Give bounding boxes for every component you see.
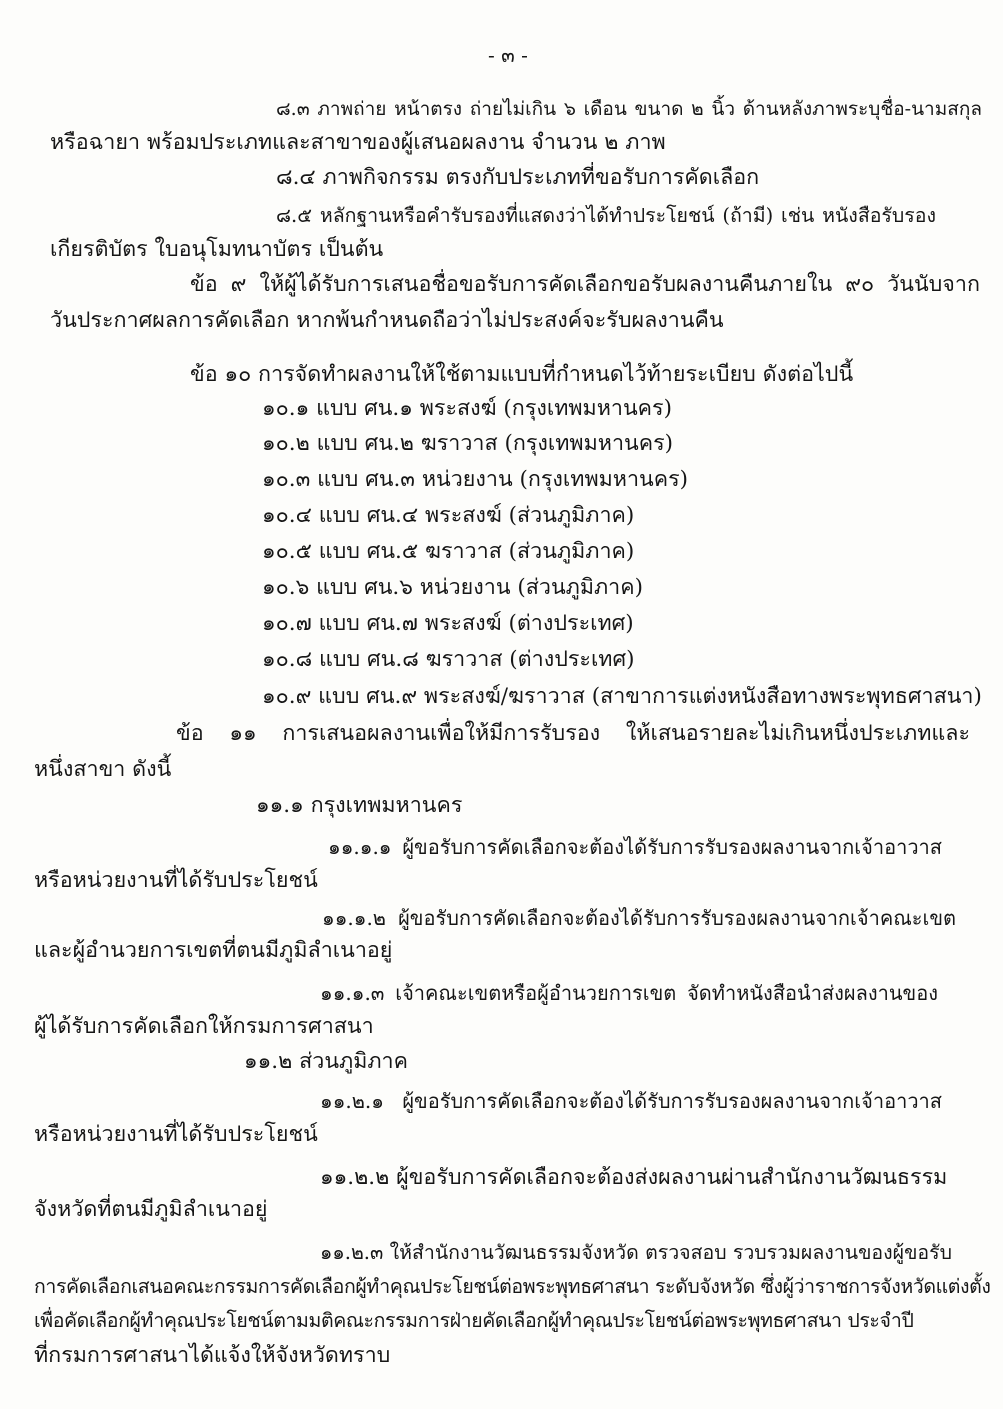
- clause-10-item: ๑๐.๘ แบบ ศน.๘ ฆราวาส (ต่างประเทศ): [262, 647, 635, 672]
- item-11-2-1-line-2: หรือหน่วยงานที่ได้รับประโยชน์: [34, 1122, 318, 1147]
- clause-10-item: ๑๐.๓ แบบ ศน.๓ หน่วยงาน (กรุงเทพมหานคร): [262, 467, 689, 492]
- clause-10-item: ๑๐.๖ แบบ ศน.๖ หน่วยงาน (ส่วนภูมิภาค): [262, 575, 644, 600]
- item-8-5-line-2: เกียรติบัตร ใบอนุโมทนาบัตร เป็นต้น: [50, 237, 384, 262]
- section-11-2-heading: ๑๑.๒ ส่วนภูมิภาค: [244, 1049, 409, 1074]
- clause-11-line-2: หนึ่งสาขา ดังนี้: [34, 757, 172, 782]
- item-8-5-line-1: ๘.๕ หลักฐานหรือคำรับรองที่แสดงว่าได้ทำประโยชน์ (ถ้ามี) เช่น หนังสือรับรอง: [276, 204, 936, 227]
- item-8-3-line-2: หรือฉายา พร้อมประเภทและสาขาของผู้เสนอผลงาน จำนวน ๒ ภาพ: [50, 130, 666, 155]
- clause-10-item: ๑๐.๒ แบบ ศน.๒ ฆราวาส (กรุงเทพมหานคร): [262, 431, 674, 456]
- item-11-2-2-line-2: จังหวัดที่ตนมีภูมิลำเนาอยู่: [34, 1197, 268, 1222]
- item-11-2-3-line-1: ๑๑.๒.๓ ให้สำนักงานวัฒนธรรมจังหวัด ตรวจสอบ รวบรวมผลงานของผู้ขอรับ: [320, 1241, 952, 1264]
- item-11-1-3-line-1: ๑๑.๑.๓ เจ้าคณะเขตหรือผู้อำนวยการเขต จัดทำหนังสือนำส่งผลงานของ: [320, 981, 938, 1005]
- item-11-1-2-line-2: และผู้อำนวยการเขตที่ตนมีภูมิลำเนาอยู่: [34, 938, 393, 963]
- item-11-1-1-line-1: ๑๑.๑.๑ ผู้ขอรับการคัดเลือกจะต้องได้รับการรับรองผลงานจากเจ้าอาวาส: [328, 835, 942, 859]
- clause-10-item: ๑๐.๕ แบบ ศน.๕ ฆราวาส (ส่วนภูมิภาค): [262, 539, 635, 564]
- clause-11-line-1: ข้อ ๑๑ การเสนอผลงานเพื่อให้มีการรับรอง ให้เสนอรายละไม่เกินหนึ่งประเภทและ: [176, 721, 970, 746]
- clause-9-line-1: ข้อ ๙ ให้ผู้ได้รับการเสนอชื่อขอรับการคัดเลือกขอรับผลงานคืนภายใน ๙๐ วันนับจาก: [190, 272, 980, 297]
- item-11-2-2-line-1: ๑๑.๒.๒ ผู้ขอรับการคัดเลือกจะต้องส่งผลงานผ่านสำนักงานวัฒนธรรม: [320, 1165, 948, 1190]
- clause-9-line-2: วันประกาศผลการคัดเลือก หากพ้นกำหนดถือว่าไม่ประสงค์จะรับผลงานคืน: [50, 308, 724, 333]
- clause-10-heading: ข้อ ๑๐ การจัดทำผลงานให้ใช้ตามแบบที่กำหนดไว้ท้ายระเบียบ ดังต่อไปนี้: [190, 362, 854, 387]
- item-11-2-3-line-2: การคัดเลือกเสนอคณะกรรมการคัดเลือกผู้ทำคุณประโยชน์ต่อพระพุทธศาสนา ระดับจังหวัด ซึ่งผู้ว่าราชการจังหวัดแต่งตั้ง: [34, 1275, 991, 1298]
- page-number: - ๓ -: [488, 43, 528, 67]
- item-11-2-3-line-4: ที่กรมการศาสนาได้แจ้งให้จังหวัดทราบ: [34, 1343, 391, 1368]
- clause-10-item: ๑๐.๔ แบบ ศน.๔ พระสงฆ์ (ส่วนภูมิภาค): [262, 503, 635, 528]
- clause-10-item: ๑๐.๗ แบบ ศน.๗ พระสงฆ์ (ต่างประเทศ): [262, 611, 634, 636]
- item-11-1-2-line-1: ๑๑.๑.๒ ผู้ขอรับการคัดเลือกจะต้องได้รับการรับรองผลงานจากเจ้าคณะเขต: [322, 906, 956, 930]
- clause-10-item: ๑๐.๙ แบบ ศน.๙ พระสงฆ์/ฆราวาส (สาขาการแต่งหนังสือทางพระพุทธศาสนา): [262, 684, 982, 709]
- section-11-1-heading: ๑๑.๑ กรุงเทพมหานคร: [256, 793, 463, 818]
- item-8-4: ๘.๔ ภาพกิจกรรม ตรงกับประเภทที่ขอรับการคัดเลือก: [276, 165, 760, 190]
- item-11-2-1-line-1: ๑๑.๒.๑ ผู้ขอรับการคัดเลือกจะต้องได้รับการรับรองผลงานจากเจ้าอาวาส: [320, 1089, 942, 1113]
- item-11-1-1-line-2: หรือหน่วยงานที่ได้รับประโยชน์: [34, 868, 318, 893]
- item-11-1-3-line-2: ผู้ได้รับการคัดเลือกให้กรมการศาสนา: [34, 1014, 374, 1039]
- clause-10-item: ๑๐.๑ แบบ ศน.๑ พระสงฆ์ (กรุงเทพมหานคร): [262, 396, 672, 421]
- item-8-3-line-1: ๘.๓ ภาพถ่าย หน้าตรง ถ่ายไม่เกิน ๖ เดือน ขนาด ๒ นิ้ว ด้านหลังภาพระบุชื่อ-นามสกุล: [276, 98, 982, 120]
- item-11-2-3-line-3: เพื่อคัดเลือกผู้ทำคุณประโยชน์ตามมติคณะกรรมการฝ่ายคัดเลือกผู้ทำคุณประโยชน์ต่อพระพุทธศาสนา ประจำปี: [34, 1309, 914, 1332]
